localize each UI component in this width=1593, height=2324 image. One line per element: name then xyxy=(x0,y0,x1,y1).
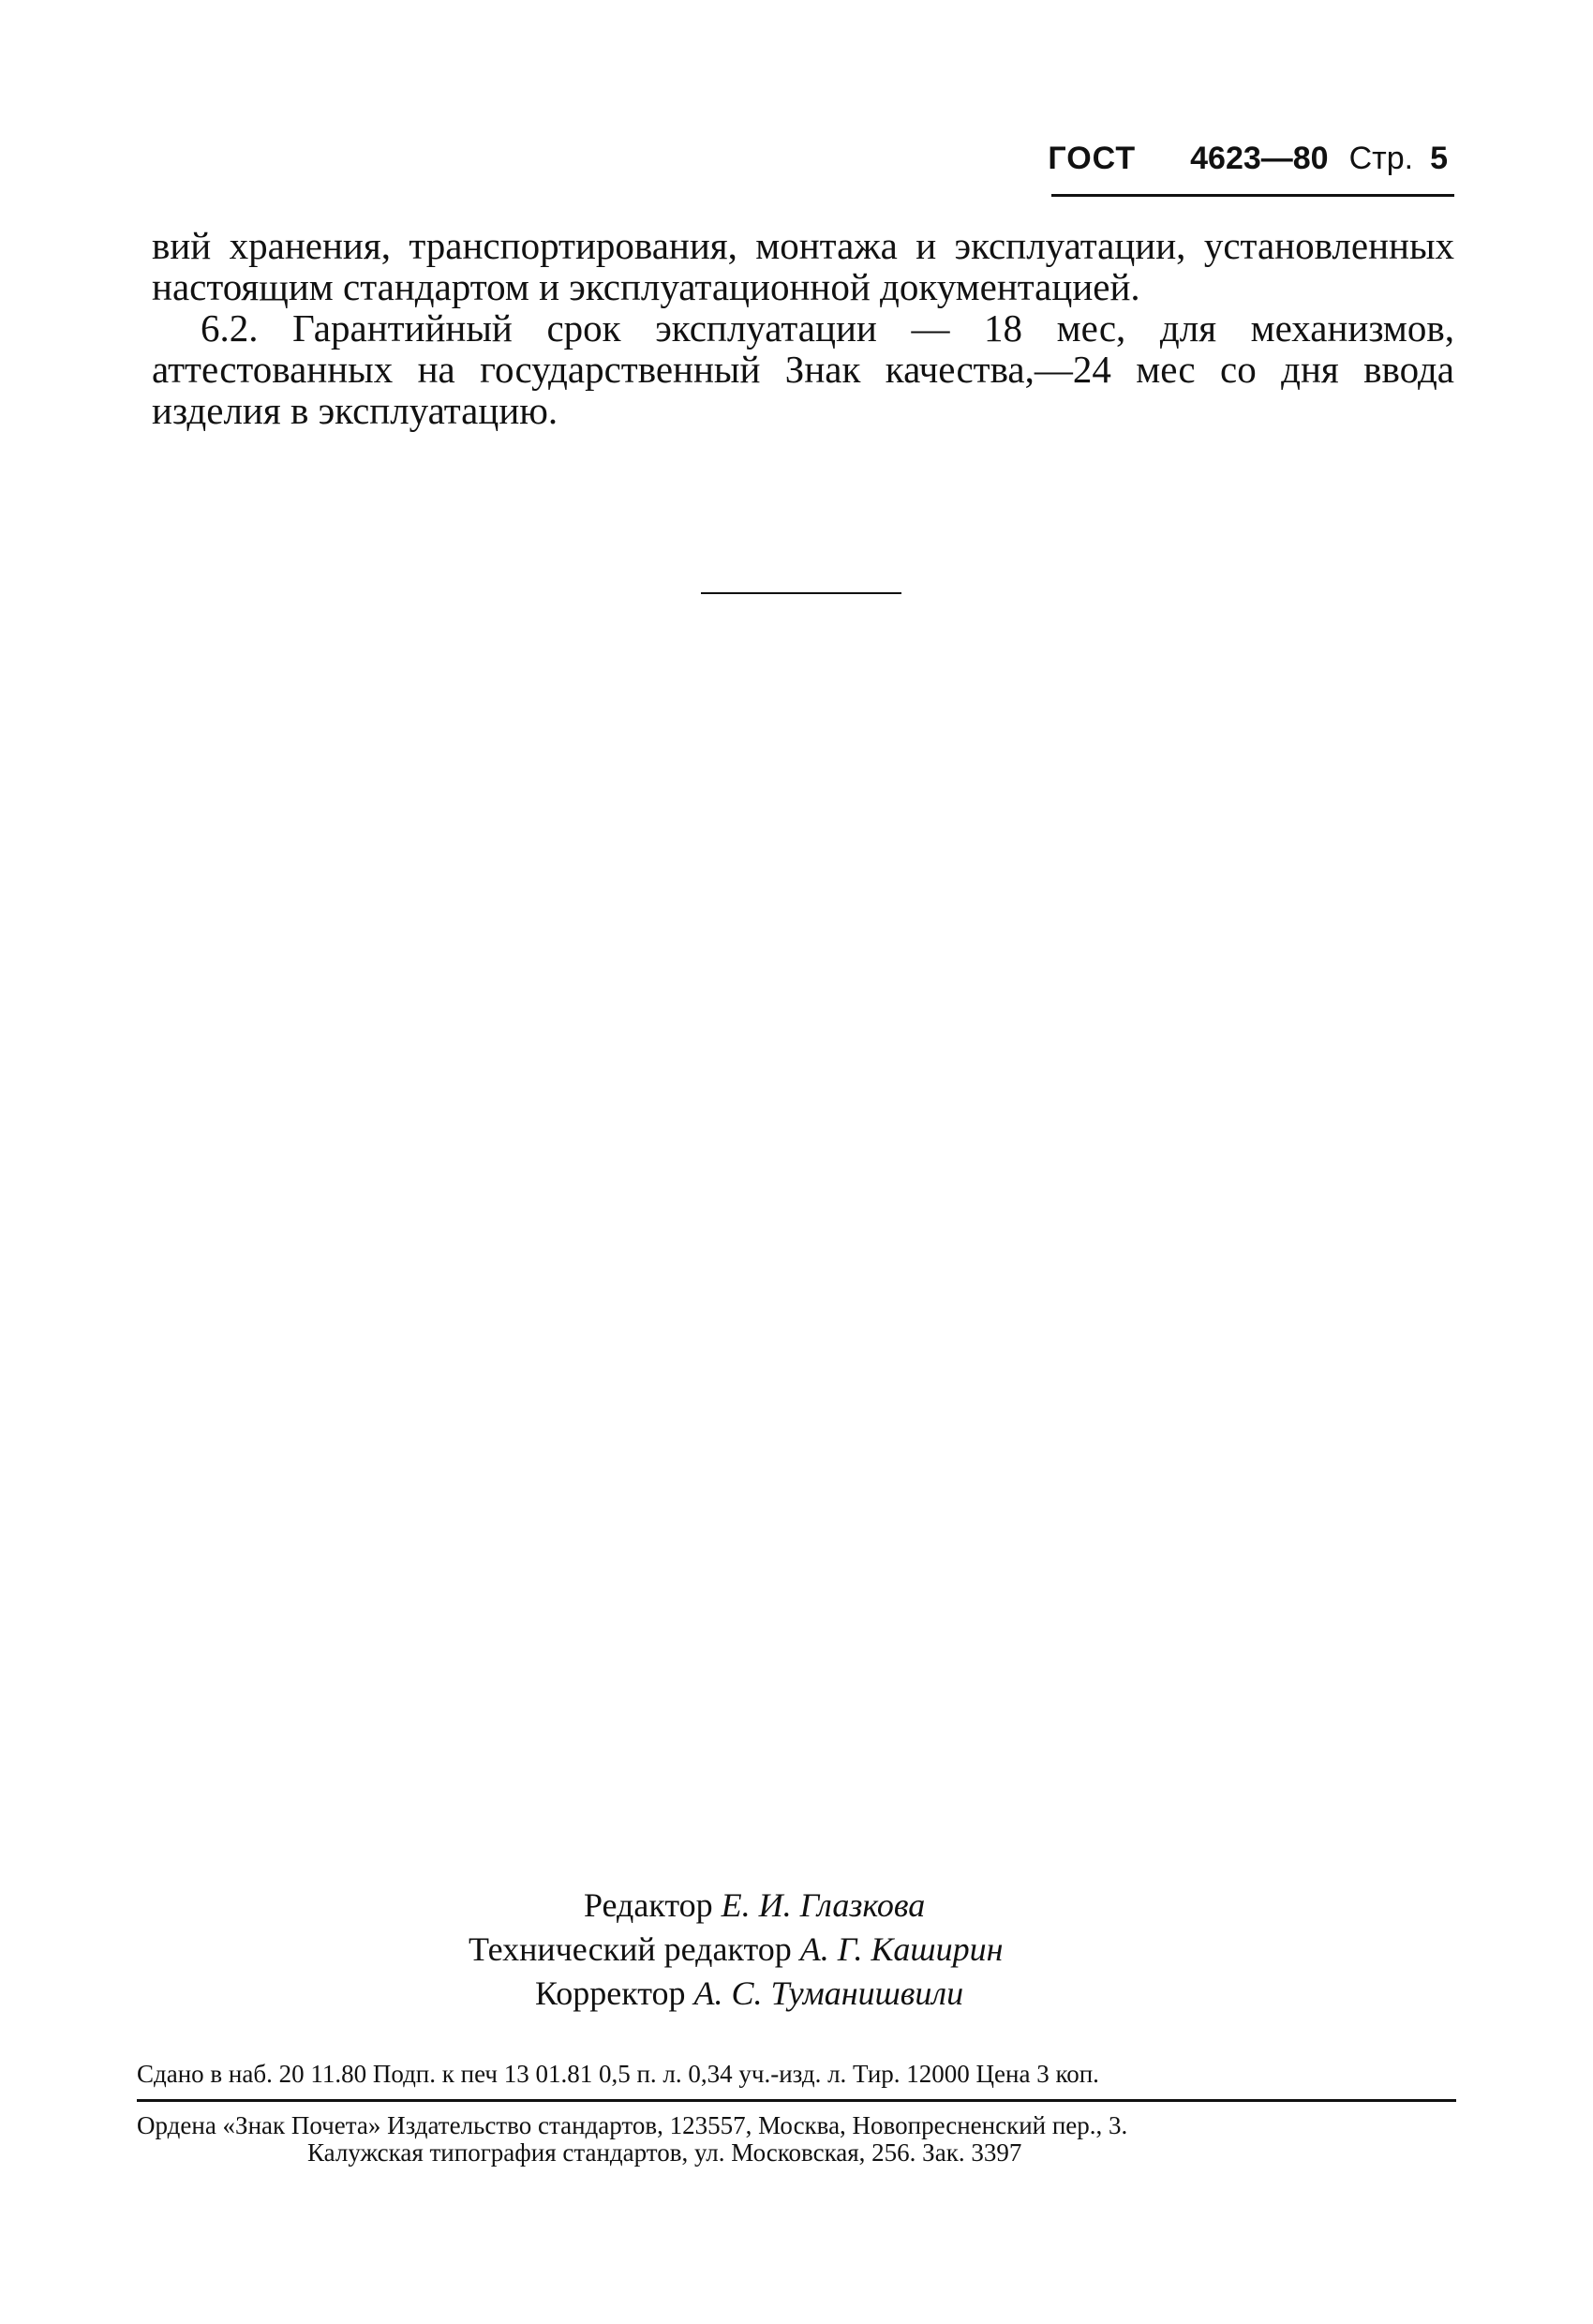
header-standard-number: 4623—80 xyxy=(1190,141,1329,176)
header-page-label: Стр. xyxy=(1348,141,1414,176)
corrector-name: А. С. Туманишвили xyxy=(693,1974,964,2012)
paragraph-continuation: вий хранения, транспортирования, монтажа и эксплуатации, установленных настоящим стандартом и эксплуатационной документацией. xyxy=(152,224,1454,308)
paragraph-6-2: 6.2. Гарантийный срок эксплуатации — 18 мес, для механизмов, аттестованных на государственный Знак качества,—24 мес со дня ввода изделия в эксплуатацию. xyxy=(152,306,1454,432)
body-text xyxy=(152,225,1454,431)
editor-role: Редактор xyxy=(584,1886,713,1924)
imprint-rule xyxy=(137,2099,1456,2102)
credit-tech-editor xyxy=(0,1928,1593,1972)
header-rule xyxy=(1051,194,1454,197)
corrector-role: Корректор xyxy=(535,1974,686,2012)
publisher-line-2: Калужская типография стандартов, ул. Московская, 256. Зак. 3397 xyxy=(307,2138,1022,2167)
print-imprint: Сдано в наб. 20 11.80 Подп. к печ 13 01.81 0,5 п. л. 0,34 уч.-изд. л. Тир. 12000 Цена 3 коп. xyxy=(137,2060,1099,2088)
page-header xyxy=(1048,141,1448,177)
credit-corrector xyxy=(0,1972,1593,2016)
credits-block xyxy=(0,1884,1593,2016)
credit-editor xyxy=(0,1884,1593,1928)
tech-editor-role: Технический редактор xyxy=(469,1930,792,1968)
editor-name: Е. И. Глазкова xyxy=(721,1886,926,1924)
section-divider xyxy=(701,592,901,594)
header-page-number: 5 xyxy=(1430,141,1448,176)
tech-editor-name: А. Г. Каширин xyxy=(799,1930,1004,1968)
publisher-info xyxy=(137,2112,1456,2167)
header-gost: ГОСТ xyxy=(1048,141,1137,176)
publisher-line-1: Ордена «Знак Почета» Издательство стандартов, 123557, Москва, Новопресненский пер., 3. xyxy=(137,2111,1128,2139)
